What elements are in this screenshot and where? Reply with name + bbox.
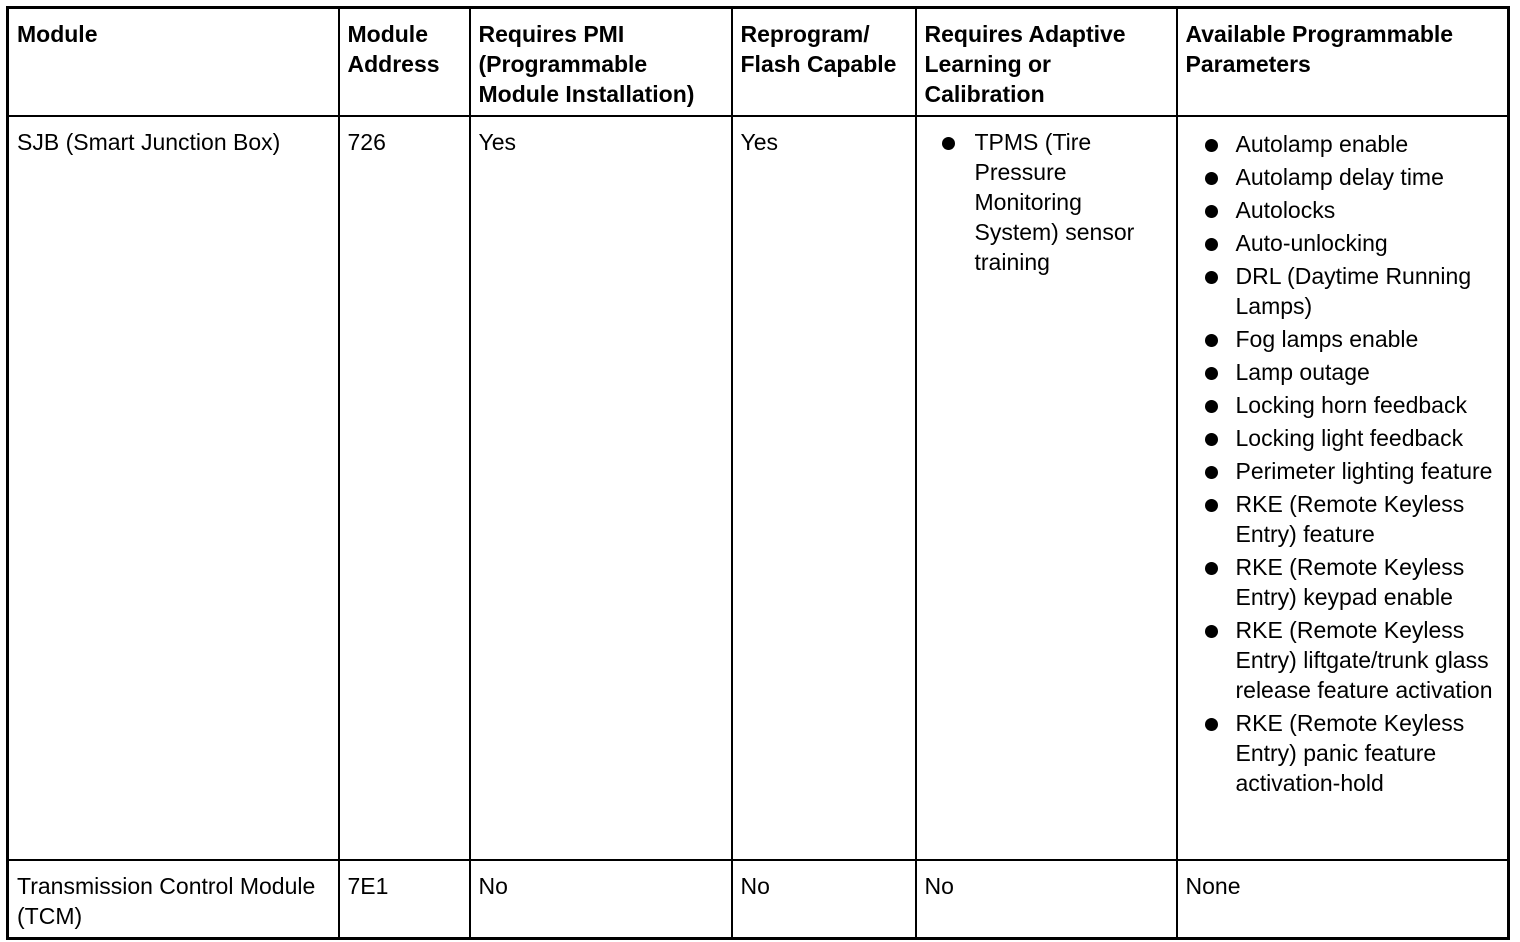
cell-calibration: No xyxy=(916,860,1177,939)
parameter-item: Autolamp enable xyxy=(1186,129,1500,159)
calibration-list xyxy=(925,127,1168,277)
header-module: Module xyxy=(8,8,339,117)
parameter-item: RKE (Remote Keyless Entry) keypad enable xyxy=(1186,552,1500,612)
parameter-item: Locking light feedback xyxy=(1186,423,1500,453)
calibration-item: TPMS (Tire Pressure Monitoring System) sensor training xyxy=(925,127,1168,277)
header-module-address: Module Address xyxy=(339,8,470,117)
header-adaptive-learning: Requires Adaptive Learning or Calibration xyxy=(916,8,1177,117)
cell-parameters xyxy=(1177,116,1509,860)
cell-calibration xyxy=(916,116,1177,860)
parameter-item: RKE (Remote Keyless Entry) panic feature activation-hold xyxy=(1186,708,1500,798)
parameter-item: Autolamp delay time xyxy=(1186,162,1500,192)
header-requires-pmi: Requires PMI (Programmable Module Installation) xyxy=(470,8,732,117)
parameter-item: DRL (Daytime Running Lamps) xyxy=(1186,261,1500,321)
cell-module: Transmission Control Module (TCM) xyxy=(8,860,339,939)
parameter-item: Autolocks xyxy=(1186,195,1500,225)
cell-flash: Yes xyxy=(732,116,916,860)
cell-parameters: None xyxy=(1177,860,1509,939)
cell-pmi: Yes xyxy=(470,116,732,860)
parameter-item: RKE (Remote Keyless Entry) feature xyxy=(1186,489,1500,549)
table-row-sjb xyxy=(8,116,1509,860)
cell-address: 7E1 xyxy=(339,860,470,939)
cell-module: SJB (Smart Junction Box) xyxy=(8,116,339,860)
parameter-item: Locking horn feedback xyxy=(1186,390,1500,420)
parameters-list xyxy=(1186,129,1500,798)
header-programmable-parameters: Available Programmable Parameters xyxy=(1177,8,1509,117)
header-row xyxy=(8,8,1509,117)
cell-address: 726 xyxy=(339,116,470,860)
cell-pmi: No xyxy=(470,860,732,939)
cell-flash: No xyxy=(732,860,916,939)
table-row-tcm xyxy=(8,860,1509,939)
parameter-item: Auto-unlocking xyxy=(1186,228,1500,258)
parameter-item: Perimeter lighting feature xyxy=(1186,456,1500,486)
parameter-item: Fog lamps enable xyxy=(1186,324,1500,354)
header-reprogram-flash: Reprogram/ Flash Capable xyxy=(732,8,916,117)
parameter-item: Lamp outage xyxy=(1186,357,1500,387)
module-programming-table xyxy=(6,6,1510,940)
parameter-item: RKE (Remote Keyless Entry) liftgate/trunk glass release feature activation xyxy=(1186,615,1500,705)
